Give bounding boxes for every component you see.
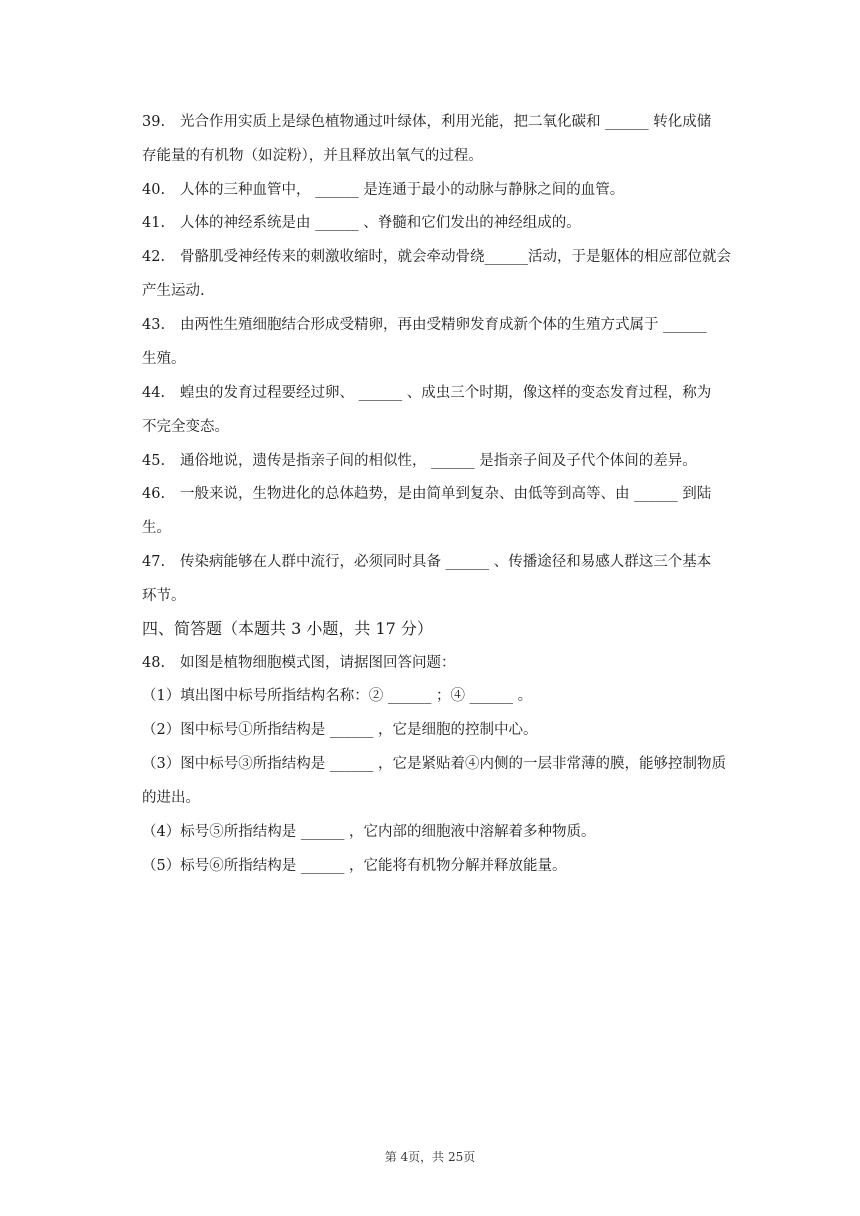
question-number: 43. bbox=[142, 317, 166, 333]
question-number: 41. bbox=[142, 215, 166, 231]
question-text: 传染病能够在人群中流行，必须同时具备 ______ 、传播途径和易感人群这三个基本 bbox=[180, 554, 712, 570]
question-41 bbox=[142, 213, 762, 233]
question-text: 蝗虫的发育过程要经过卵、 ______ 、成虫三个时期，像这样的变态发育过程，称为 bbox=[180, 385, 712, 401]
question-48-intro bbox=[142, 653, 762, 673]
question-48-part-3-continued: 的进出。 bbox=[142, 790, 200, 806]
question-40 bbox=[142, 180, 762, 200]
question-number: 48. bbox=[142, 655, 166, 671]
section-heading: 四、简答题（本题共 3 小题，共 17 分） bbox=[142, 619, 433, 638]
question-46-line-2: 生。 bbox=[142, 520, 171, 536]
question-48-part-2: （2）图中标号①所指结构是 ______ ，它是细胞的控制中心。 bbox=[142, 722, 538, 738]
question-42-line-2: 产生运动. bbox=[142, 283, 205, 299]
question-text: 一般来说，生物进化的总体趋势，是由简单到复杂、由低等到高等、由 ______ 到陆 bbox=[180, 486, 712, 502]
question-text: 人体的神经系统是由 ______ 、脊髓和它们发出的神经组成的。 bbox=[180, 215, 581, 231]
question-text: 通俗地说，遗传是指亲子间的相似性， ______ 是指亲子间及子代个体间的差异。 bbox=[180, 453, 697, 469]
question-text: 光合作用实质上是绿色植物通过叶绿体，利用光能，把二氧化碳和 ______ 转化成储 bbox=[180, 114, 712, 130]
page-footer: 第 4页，共 25页 bbox=[384, 1150, 476, 1164]
question-number: 46. bbox=[142, 486, 166, 502]
question-42-line-1 bbox=[142, 247, 762, 267]
question-text: 骨骼肌受神经传来的刺激收缩时，就会牵动骨绕______活动，于是躯体的相应部位就会 bbox=[180, 249, 731, 265]
question-44-line-2: 不完全变态。 bbox=[142, 419, 229, 435]
question-48-part-3: （3）图中标号③所指结构是 ______ ，它是紧贴着④内侧的一层非常薄的膜，能够控制物质 bbox=[142, 756, 726, 772]
question-43-line-2: 生殖。 bbox=[142, 351, 186, 367]
question-47-line-2: 环节。 bbox=[142, 588, 186, 604]
question-44-line-1 bbox=[142, 383, 762, 403]
question-39-line-2: 存能量的有机物（如淀粉），并且释放出氧气的过程。 bbox=[142, 148, 483, 164]
question-number: 44. bbox=[142, 385, 166, 401]
question-number: 42. bbox=[142, 249, 166, 265]
question-43-line-1 bbox=[142, 315, 762, 335]
question-number: 45. bbox=[142, 453, 166, 469]
question-number: 40. bbox=[142, 182, 166, 198]
question-number: 47. bbox=[142, 554, 166, 570]
question-46-line-1 bbox=[142, 484, 762, 504]
question-text: 如图是植物细胞模式图，请据图回答问题： bbox=[180, 655, 456, 671]
question-number: 39. bbox=[142, 114, 166, 130]
question-48-part-1: （1）填出图中标号所指结构名称：② ______ ；④ ______ 。 bbox=[142, 688, 533, 704]
question-text: 由两性生殖细胞结合形成受精卵，再由受精卵发育成新个体的生殖方式属于 ______ bbox=[180, 317, 707, 333]
question-47-line-1 bbox=[142, 552, 762, 572]
question-48-part-5: （5）标号⑥所指结构是 ______ ，它能将有机物分解并释放能量。 bbox=[142, 858, 567, 874]
question-39-line-1 bbox=[142, 112, 762, 132]
question-48-part-4: （4）标号⑤所指结构是 ______ ，它内部的细胞液中溶解着多种物质。 bbox=[142, 824, 596, 840]
question-45 bbox=[142, 451, 762, 471]
question-text: 人体的三种血管中， ______ 是连通于最小的动脉与静脉之间的血管。 bbox=[180, 182, 625, 198]
